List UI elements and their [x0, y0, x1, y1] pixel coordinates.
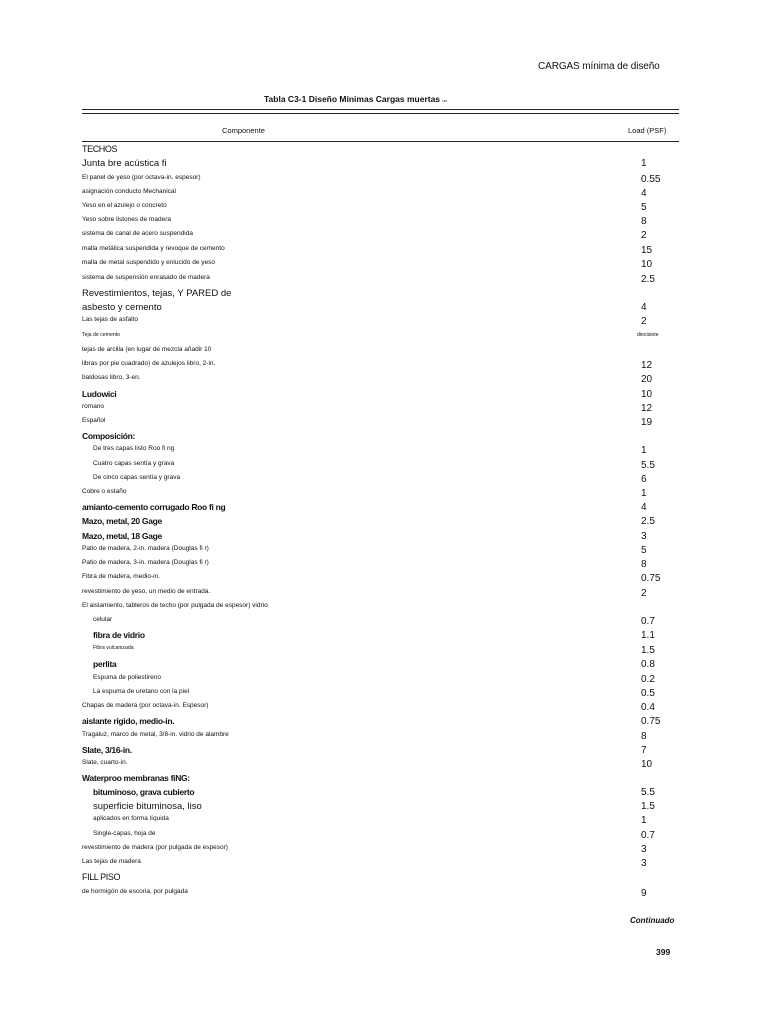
- row-load-value: 0.7: [641, 830, 655, 841]
- row-load-value: 2.5: [641, 516, 655, 527]
- row-component-label: aislante rígido, medio-in.: [82, 716, 175, 726]
- row-load-value: 10: [641, 759, 653, 770]
- row-load-value: 10: [641, 389, 653, 400]
- row-component-label: de hormigón de escoria, por pulgada: [82, 888, 188, 895]
- row-component-label: romano: [82, 403, 105, 410]
- page-number: 399: [656, 947, 671, 957]
- row-component-label: Slate, 3/16-in.: [82, 745, 132, 755]
- row-component-label: De tres capas listo Roo fi ng: [93, 445, 175, 452]
- row-load-value: 0.75: [641, 716, 661, 727]
- row-component-label: Slate, cuarto-in.: [82, 759, 128, 766]
- row-load-value: 5: [641, 202, 647, 213]
- row-load-value: 5: [641, 545, 647, 556]
- table-title: [264, 94, 447, 104]
- row-component-label: tejas de arcilla (en lugar de mezcla añadir 10: [82, 346, 212, 353]
- row-load-value: 4: [641, 302, 647, 313]
- row-component-label: asignación conducto Mechanical: [82, 188, 176, 195]
- row-component-label: El panel de yeso (por octava-in. espesor): [82, 174, 201, 181]
- row-component-label: amianto-cemento corrugado Roo fi ng: [82, 502, 226, 512]
- row-component-label: La espuma de uretano con la piel: [93, 688, 190, 695]
- row-component-label: fibra de vidrio: [93, 630, 145, 640]
- row-component-label: TECHOS: [82, 144, 118, 154]
- row-load-value: 7: [641, 745, 647, 756]
- row-load-value: 2: [641, 230, 647, 241]
- row-component-label: superficie bituminosa, liso: [93, 801, 202, 812]
- row-component-label: Patio de madera, 2-in. madera (Douglas fi r): [82, 545, 209, 552]
- header-rule: [82, 141, 679, 142]
- row-load-value: 5.5: [641, 787, 655, 798]
- row-load-value: 0.2: [641, 674, 655, 685]
- row-load-value: 8: [641, 731, 647, 742]
- row-load-value: 15: [641, 245, 653, 256]
- top-rule-2: [82, 113, 679, 114]
- row-component-label: celular: [93, 616, 113, 623]
- row-component-label: Yeso en el azulejo o concreto: [82, 202, 167, 209]
- row-load-value: 8: [641, 216, 647, 227]
- row-component-label: El aislamiento, tableros de techo (por pulgada de espesor) vidrio: [82, 602, 268, 609]
- row-load-value: 5.5: [641, 460, 655, 471]
- row-component-label: Patio de madera, 3-in. madera (Douglas fi r): [82, 559, 209, 566]
- column-header-component: Componente: [222, 126, 265, 135]
- row-component-label: Mazo, metal, 18 Gage: [82, 531, 162, 541]
- table-title-superscript: un: [442, 98, 447, 103]
- row-component-label: FILL PISO: [82, 872, 121, 882]
- row-load-value: 10: [641, 259, 653, 270]
- row-component-label: Composición:: [82, 431, 136, 441]
- row-component-label: sistema de canal de acero suspendida: [82, 230, 193, 237]
- row-load-value: 19: [641, 417, 653, 428]
- column-header-load: Load (PSF): [628, 126, 667, 135]
- row-component-label: Cobre o estaño: [82, 488, 127, 495]
- row-load-value: 1.1: [641, 630, 655, 641]
- row-load-value: 0.75: [641, 573, 661, 584]
- running-header: CARGAS mínima de diseño: [538, 61, 660, 72]
- row-load-value: diecisiete: [637, 332, 659, 338]
- row-load-value: 2: [641, 588, 647, 599]
- row-load-value: 3: [641, 844, 647, 855]
- row-component-label: asbesto y cemento: [82, 302, 162, 313]
- row-load-value: 20: [641, 374, 653, 385]
- row-component-label: Chapas de madera (por octava-in. Espesor): [82, 702, 209, 709]
- row-load-value: 4: [641, 188, 647, 199]
- row-component-label: Las tejas de asfalto: [82, 316, 139, 323]
- row-load-value: 1.5: [641, 801, 655, 812]
- row-component-label: Las tejas de madera: [82, 858, 141, 865]
- row-component-label: libras por pie cuadrado) de azulejos libro, 2-in.: [82, 360, 216, 367]
- row-component-label: Español: [82, 417, 106, 424]
- row-component-label: perlita: [93, 659, 117, 669]
- row-component-label: revestimiento de madera (por pulgada de espesor): [82, 844, 228, 851]
- row-component-label: malla de metal suspendido y enlucido de yeso: [82, 259, 215, 266]
- row-load-value: 4: [641, 502, 647, 513]
- row-load-value: 8: [641, 559, 647, 570]
- row-load-value: 12: [641, 403, 653, 414]
- row-component-label: Mazo, metal, 20 Gage: [82, 516, 162, 526]
- row-load-value: 1: [641, 445, 647, 456]
- row-load-value: 1: [641, 158, 647, 169]
- row-load-value: 0.5: [641, 688, 655, 699]
- row-component-label: De cinco capas sentía y grava: [93, 474, 181, 481]
- row-load-value: 2.5: [641, 274, 655, 285]
- row-load-value: 2: [641, 316, 647, 327]
- row-load-value: 0.55: [641, 174, 661, 185]
- row-component-label: sistema de suspensión enrasado de madera: [82, 274, 210, 281]
- row-load-value: 1: [641, 488, 647, 499]
- row-component-label: Espuma de poliestireno: [93, 674, 161, 681]
- row-load-value: 1.5: [641, 645, 655, 656]
- row-component-label: aplicados en forma líquida: [93, 815, 169, 822]
- row-load-value: 9: [641, 888, 647, 899]
- continued-note: Continuado: [630, 916, 675, 925]
- row-component-label: Yeso sobre listones de madera: [82, 216, 172, 223]
- row-load-value: 3: [641, 858, 647, 869]
- row-component-label: Fibra de madera, medio-in.: [82, 573, 161, 580]
- row-component-label: Teja de cemento: [82, 332, 121, 338]
- row-component-label: Waterproo membranas fiNG:: [82, 773, 190, 783]
- row-component-label: bituminoso, grava cubierto: [93, 787, 195, 797]
- row-component-label: revestimiento de yeso, un medio de entrada.: [82, 588, 211, 595]
- row-component-label: Single-capas, hoja de: [93, 830, 156, 837]
- row-load-value: 12: [641, 360, 653, 371]
- row-load-value: 0.8: [641, 659, 655, 670]
- row-component-label: Fibra vulcanizada: [93, 645, 134, 651]
- row-component-label: Revestimientos, tejas, Y PARED de: [82, 288, 232, 299]
- row-load-value: 3: [641, 531, 647, 542]
- row-load-value: 6: [641, 474, 647, 485]
- row-component-label: malla metálica suspendida y revoque de cemento: [82, 245, 225, 252]
- row-component-label: Cuatro capas sentía y grava: [93, 460, 175, 467]
- row-component-label: Ludowici: [82, 389, 117, 399]
- row-component-label: baldosas libro, 3-en.: [82, 374, 141, 381]
- row-component-label: Junta bre acústica fi: [82, 158, 167, 169]
- top-rule-1: [82, 109, 679, 110]
- row-load-value: 0.7: [641, 616, 655, 627]
- row-load-value: 1: [641, 815, 647, 826]
- row-load-value: 0.4: [641, 702, 655, 713]
- table-title-text: Tabla C3-1 Diseño Mínimas Cargas muertas: [264, 94, 441, 104]
- row-component-label: Tragaluz, marco de metal, 3/8-in. vidrio de alambre: [82, 731, 229, 738]
